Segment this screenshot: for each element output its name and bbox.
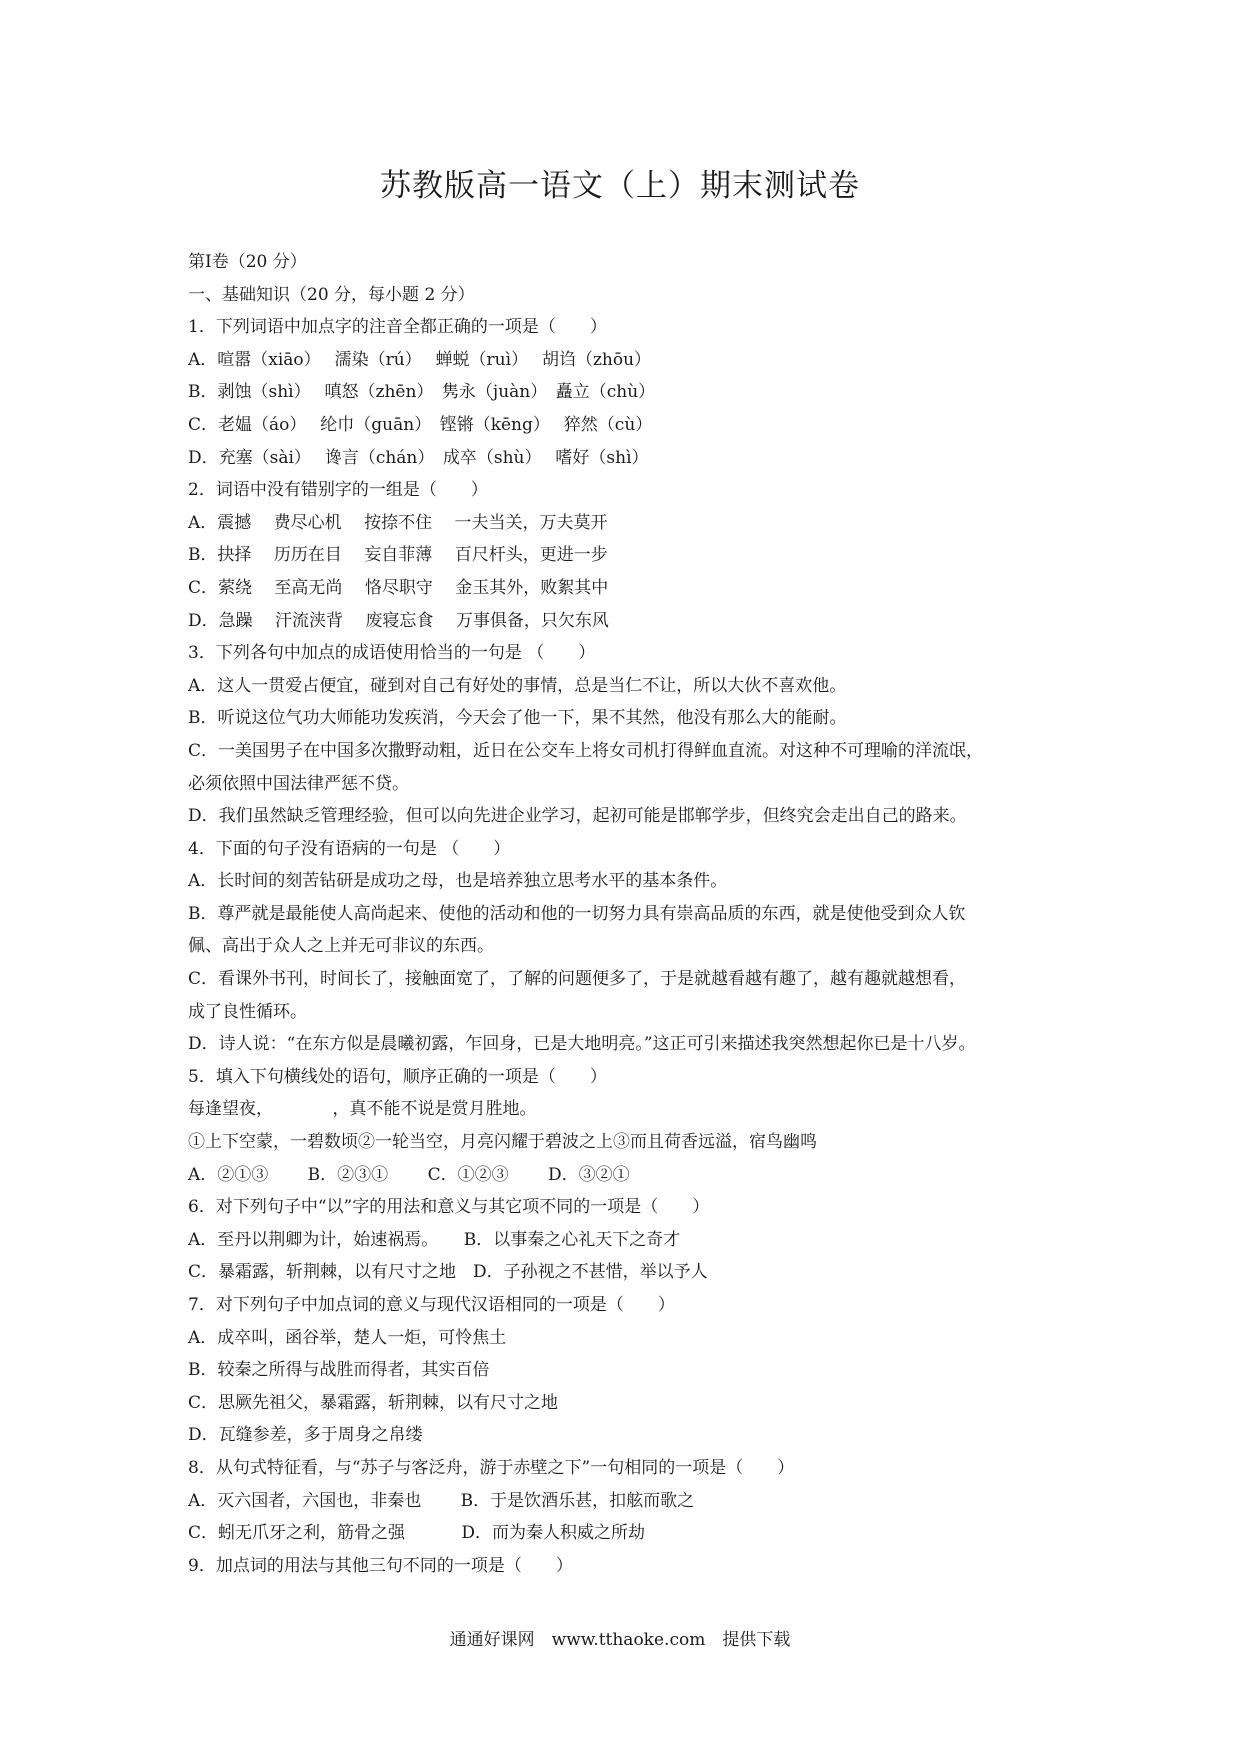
question-3-option-c-cont: 必须依照中国法律严惩不贷。 bbox=[188, 773, 409, 794]
question-3-option-b: B．听说这位气功大师能功发疾消，今天会了他一下，果不其然，他没有那么大的能耐。 bbox=[188, 708, 847, 729]
question-2-option-c: C．萦绕 至高无尚 恪尽职守 金玉其外，败絮其中 bbox=[188, 577, 609, 598]
question-4-option-c: C．看课外书刊，时间长了，接触面宽了，了解的问题便多了，于是就越看越有趣了，越有趣就越想看， bbox=[188, 969, 967, 990]
question-7-option-d: D．瓦缝参差，多于周身之帛缕 bbox=[188, 1425, 423, 1446]
question-4-option-b: B．尊严就是最能使人高尚起来、使他的活动和他的一切努力具有崇高品质的东西，就是使他受到众人钦 bbox=[188, 903, 966, 924]
question-4-option-a: A．长时间的刻苦钻研是成功之母，也是培养独立思考水平的基本条件。 bbox=[188, 871, 728, 892]
question-7-option-a: A．成卒叫，函谷举，楚人一炬，可怜焦土 bbox=[188, 1327, 507, 1348]
question-5-options: A．②①③ B．②③① C．①②③ D．③②① bbox=[188, 1164, 630, 1185]
question-8: 8．从句式特征看，与“苏子与客泛舟，游于赤壁之下”一句相同的一项是（ ） bbox=[188, 1457, 795, 1478]
question-7-option-c: C．思厥先祖父，暴霜露，斩荆棘，以有尺寸之地 bbox=[188, 1392, 559, 1413]
question-1-option-c: C．老媪（áo） 纶巾（guān） 铿锵（kēng） 猝然（cù） bbox=[188, 414, 653, 435]
question-3-option-a: A．这人一贯爱占便宜，碰到对自己有好处的事情，总是当仁不让，所以大伙不喜欢他。 bbox=[188, 675, 847, 696]
question-8-options-cd: C．蚓无爪牙之利，筋骨之强 D．而为秦人积威之所劫 bbox=[188, 1523, 646, 1544]
part-heading: 一、基础知识（20 分，每小题 2 分） bbox=[188, 284, 475, 305]
question-2-option-d: D．急躁 汗流浃背 废寝忘食 万事俱备，只欠东风 bbox=[188, 610, 609, 631]
question-2-option-b: B．抉择 历历在目 妄自菲薄 百尺杆头，更进一步 bbox=[188, 545, 608, 566]
question-4: 4．下面的句子没有语病的一句是 （ ） bbox=[188, 838, 511, 859]
section-heading: 第Ⅰ卷（20 分） bbox=[188, 252, 307, 272]
page-footer: 通通好课网 www.tthaoke.com 提供下载 bbox=[449, 1630, 791, 1650]
question-6-options-cd: C．暴霜露，斩荆棘，以有尺寸之地 D．子孙视之不甚惜，举以予人 bbox=[188, 1262, 708, 1283]
question-4-option-c-cont: 成了良性循环。 bbox=[188, 1001, 307, 1022]
question-1-option-a: A．喧嚣（xiāo） 濡染（rú） 蝉蜕（ruì） 胡诌（zhōu） bbox=[188, 349, 652, 370]
question-3-option-c: C．一美国男子在中国多次撒野动粗，近日在公交车上将女司机打得鲜血直流。对这种不可理喻的洋流氓， bbox=[188, 740, 984, 761]
question-4-option-b-cont: 佩、高出于众人之上并无可非议的东西。 bbox=[188, 936, 494, 957]
question-1: 1．下列词语中加点字的注音全都正确的一项是（ ） bbox=[188, 317, 607, 338]
question-5-sentence: 每逢望夜， ，真不能不说是赏月胜地。 bbox=[188, 1099, 537, 1120]
question-4-option-d: D．诗人说：“在东方似是晨曦初露，乍回身，已是大地明亮。”这正可引来描述我突然想起你已是十八岁。 bbox=[188, 1034, 976, 1055]
question-1-option-d: D．充塞（sài） 谗言（chán） 成卒（shù） 嗜好（shì） bbox=[188, 447, 649, 468]
question-7-option-b: B．较秦之所得与战胜而得者，其实百倍 bbox=[188, 1360, 490, 1381]
question-8-options-ab: A．灭六国者，六国也，非秦也 B．于是饮酒乐甚，扣舷而歌之 bbox=[188, 1490, 695, 1511]
question-9: 9．加点词的用法与其他三句不同的一项是（ ） bbox=[188, 1555, 573, 1576]
question-6: 6．对下列句子中“以”字的用法和意义与其它项不同的一项是（ ） bbox=[188, 1197, 710, 1218]
question-5: 5．填入下句横线处的语句，顺序正确的一项是（ ） bbox=[188, 1066, 607, 1087]
exam-body bbox=[188, 246, 1068, 1582]
question-2-option-a: A．震撼 费尽心机 按捺不住 一夫当关，万夫莫开 bbox=[188, 512, 608, 533]
page-title: 苏教版高一语文（上）期末测试卷 bbox=[380, 168, 860, 204]
question-2: 2．词语中没有错别字的一组是（ ） bbox=[188, 480, 488, 501]
question-6-options-ab: A．至丹以荆卿为计，始速祸焉。 B．以事秦之心礼天下之奇才 bbox=[188, 1229, 681, 1250]
question-1-option-b: B．剥蚀（shì） 嗔怒（zhēn） 隽永（juàn） 矗立（chù） bbox=[188, 382, 656, 403]
question-5-choices: ①上下空蒙，一碧数顷②一轮当空，月亮闪耀于碧波之上③而且荷香远溢，宿鸟幽鸣 bbox=[188, 1132, 817, 1153]
question-3: 3．下列各句中加点的成语使用恰当的一句是 （ ） bbox=[188, 643, 596, 664]
question-7: 7．对下列句子中加点词的意义与现代汉语相同的一项是（ ） bbox=[188, 1295, 675, 1315]
question-3-option-d: D．我们虽然缺乏管理经验，但可以向先进企业学习，起初可能是邯郸学步，但终究会走出自己的路来。 bbox=[188, 806, 967, 827]
